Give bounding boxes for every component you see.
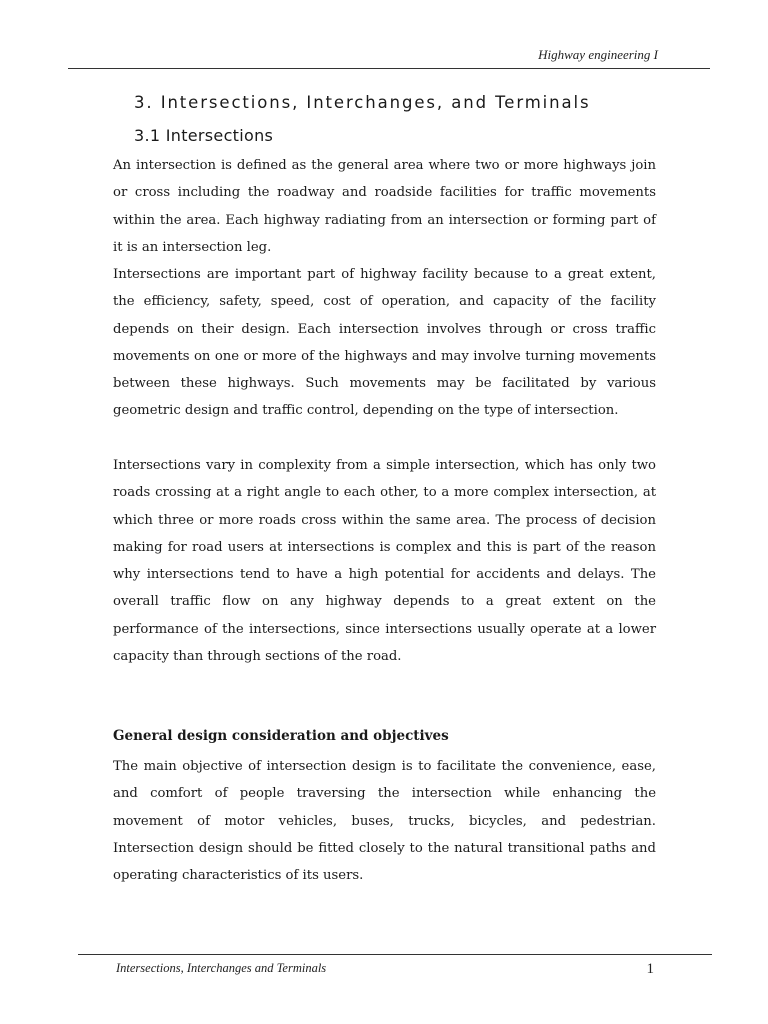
paragraph-intersection-importance: Intersections are important part of highway facility because to a great extent, the efficiency, safety, speed, cost of operation, and capacity of the facility depends on their design. Each intersection involves through or cross traffic movements on one or more of the highways and may involve turning movements between these highways. Such movements may be facilitated by various geometric design and traffic control, depending on the type of intersection.: [113, 267, 656, 419]
footer-rule: [78, 954, 712, 955]
running-header-title: Highway engineering I: [538, 47, 658, 62]
header-rule: [68, 68, 710, 69]
page-number: 1: [646, 961, 654, 977]
paragraph-intersection-complexity: Intersections vary in complexity from a simple intersection, which has only two roads crossing at a right angle to each other, to a more complex intersection, at which three or more roads cross within the same area. The process of decision making for road users at intersections is complex and this is part of the reason why intersections tend to have a high potential for accidents and delays. The overall traffic flow on any highway depends to a great extent on the performance of the intersections, since intersections usually operate at a lower capacity than through sections of the road.: [113, 458, 656, 665]
design-considerations-heading: General design consideration and objectives: [113, 728, 449, 744]
running-footer-title: Intersections, Interchanges and Terminals: [116, 961, 327, 975]
paragraph-design-objectives: The main objective of intersection design is to facilitate the convenience, ease, and comfort of people traversing the intersection while enhancing the movement of motor vehicles, buses, trucks, bicycles, and pedestrian. Intersection design should be fitted closely to the natural transitional paths and operating characteristics of its users.: [113, 759, 656, 884]
chapter-title: 3. Intersections, Interchanges, and Terminals: [134, 93, 591, 112]
paragraph-intersection-definition: An intersection is defined as the general area where two or more highways join or cross including the roadway and roadside facilities for traffic movements within the area. Each highway radiating from an intersection or forming part of it is an intersection leg.: [113, 158, 656, 255]
section-title: 3.1 Intersections: [134, 126, 274, 145]
